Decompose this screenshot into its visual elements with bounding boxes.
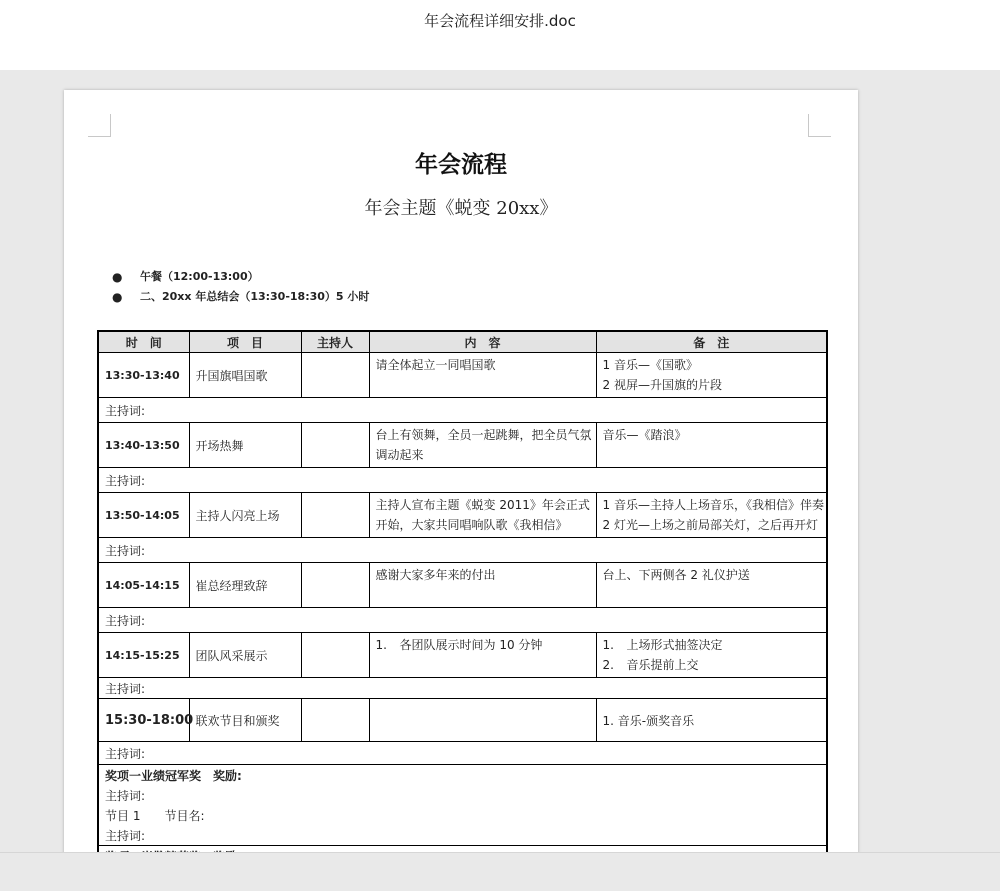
time-cell: 14:15-15:25 [98, 633, 189, 678]
host-cell [301, 493, 369, 538]
host-script-row: 主持词: [98, 742, 827, 765]
notes-cell: 台上、下两侧各 2 礼仪护送 [596, 563, 827, 608]
item-cell: 升国旗唱国歌 [189, 353, 301, 398]
bottom-bar [0, 852, 1000, 891]
item-cell: 联欢节目和颁奖 [189, 699, 301, 742]
host-cell [301, 633, 369, 678]
margin-mark-top-right [808, 114, 831, 137]
table-header-row [98, 331, 827, 353]
bullet-icon: ● [112, 290, 123, 304]
table-row [98, 563, 827, 608]
header-notes: 备 注 [596, 331, 827, 353]
content-cell: 感谢大家多年来的付出 [369, 563, 596, 608]
content-cell: 请全体起立一同唱国歌 [369, 353, 596, 398]
schedule-table [97, 330, 828, 868]
margin-mark-top-left [88, 114, 111, 137]
header-item: 项 目 [189, 331, 301, 353]
time-cell: 14:05-14:15 [98, 563, 189, 608]
bullet-item: ● 二、20xx 年总结会（13:30-18:30）5 小时 [112, 287, 369, 307]
item-cell: 主持人闪亮上场 [189, 493, 301, 538]
document-title: 年会流程 [415, 152, 507, 178]
notes-cell: 音乐—《踏浪》 [596, 423, 827, 468]
document-subtitle: 年会主题《蜕变 20xx》 [364, 198, 558, 219]
title-bar [0, 0, 1000, 70]
table-row [98, 699, 827, 742]
header-content: 内 容 [369, 331, 596, 353]
notes-cell: 1 音乐—主持人上场音乐，《我相信》伴奏 2 灯光—上场之前局部关灯，之后再开灯 [596, 493, 827, 538]
document-viewer[interactable] [0, 70, 1000, 852]
award-title: 奖项一业绩冠军奖 奖励: [98, 765, 827, 786]
host-script-row: 主持词: [98, 678, 827, 699]
host-script-row: 主持词: [98, 825, 827, 846]
table-row [98, 353, 827, 398]
host-cell [301, 353, 369, 398]
program-line: 节目 1 节目名: [98, 805, 827, 825]
host-cell [301, 423, 369, 468]
item-cell: 崔总经理致辞 [189, 563, 301, 608]
host-cell [301, 699, 369, 742]
table-row [98, 423, 827, 468]
host-script-row: 主持词: [98, 468, 827, 493]
host-cell [301, 563, 369, 608]
notes-cell: 1 音乐—《国歌》 2 视屏—升国旗的片段 [596, 353, 827, 398]
time-cell: 13:30-13:40 [98, 353, 189, 398]
bullet-item: ● 午餐（12:00-13:00） [112, 267, 369, 287]
host-script-row: 主持词: [98, 785, 827, 805]
header-host: 主持人 [301, 331, 369, 353]
bullet-icon: ● [112, 270, 123, 284]
time-cell: 15:30-18:00 [98, 699, 189, 742]
content-cell: 台上有领舞，全员一起跳舞，把全员气氛 调动起来 [369, 423, 596, 468]
content-cell: 主持人宣布主题《蜕变 2011》年会正式 开始，大家共同唱响队歌《我相信》 [369, 493, 596, 538]
item-cell: 团队风采展示 [189, 633, 301, 678]
host-script-row: 主持词: [98, 608, 827, 633]
file-name: 年会流程详细安排.doc [424, 12, 576, 30]
content-cell [369, 699, 596, 742]
host-script-row: 主持词: [98, 538, 827, 563]
content-cell: 1. 各团队展示时间为 10 分钟 [369, 633, 596, 678]
table-row [98, 493, 827, 538]
notes-cell: 1. 音乐-颁奖音乐 [596, 699, 827, 742]
time-cell: 13:40-13:50 [98, 423, 189, 468]
bullet-list [112, 267, 369, 307]
item-cell: 开场热舞 [189, 423, 301, 468]
host-script-row: 主持词: [98, 398, 827, 423]
header-time: 时 间 [98, 331, 189, 353]
time-cell: 13:50-14:05 [98, 493, 189, 538]
document-page [64, 90, 858, 890]
table-row [98, 633, 827, 678]
notes-cell: 1. 上场形式抽签决定 2. 音乐提前上交 [596, 633, 827, 678]
